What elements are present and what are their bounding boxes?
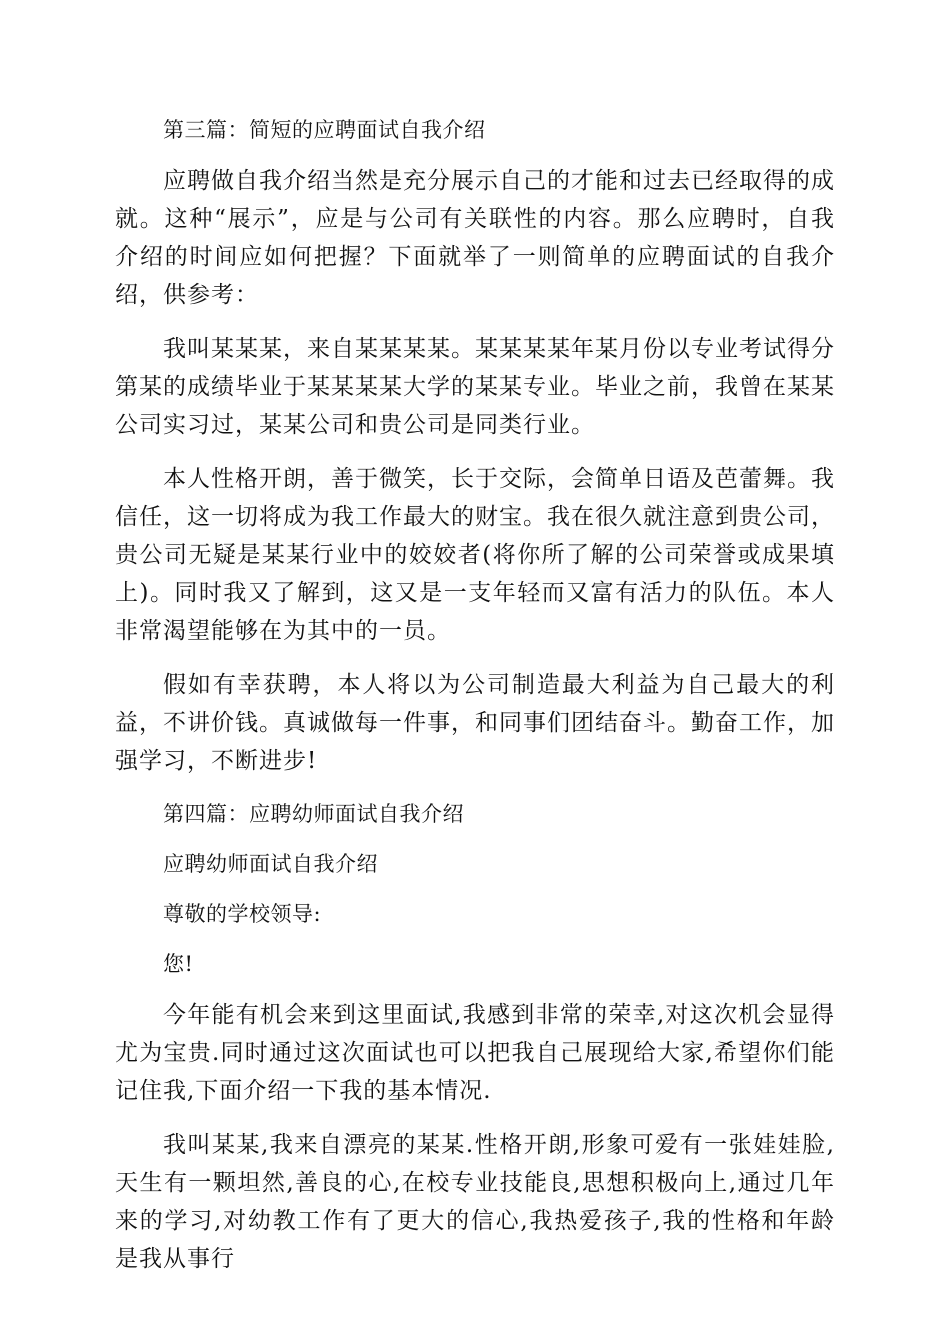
- greeting: 您!: [163, 952, 194, 976]
- section4-title: 第四篇：应聘幼师面试自我介绍: [163, 802, 464, 826]
- section3-paragraph-1: 应聘做自我介绍当然是充分展示自己的才能和过去已经取得的成就。这种“展示”，应是与公司有关联性的内容。那么应聘时，自我介绍的时间应如何把握？下面就举了一则简单的应聘面试的自我介绍，供参考：: [115, 168, 835, 308]
- salutation: 尊敬的学校领导:: [163, 902, 322, 926]
- section3-paragraph-3: 本人性格开朗，善于微笑，长于交际，会简单日语及芭蕾舞。我信任，这一切将成为我工作最大的财宝。我在很久就注意到贵公司，贵公司无疑是某某行业中的姣姣者(将你所了解的公司荣誉或成果填上)。同时我又了解到，这又是一支年轻而又富有活力的队伍。本人非常渴望能够在为其中的一员。: [115, 466, 835, 644]
- section3-paragraph-2: 我叫某某某，来自某某某某。某某某某年某月份以专业考试得分第某的成绩毕业于某某某某大学的某某专业。毕业之前，我曾在某某公司实习过，某某公司和贵公司是同类行业。: [115, 336, 835, 438]
- section4-paragraph-1: 今年能有机会来到这里面试,我感到非常的荣幸,对这次机会显得尤为宝贵.同时通过这次面试也可以把我自己展现给大家,希望你们能记住我,下面介绍一下我的基本情况.: [115, 1002, 835, 1104]
- section4-subtitle: 应聘幼师面试自我介绍: [163, 852, 378, 876]
- section3-paragraph-4: 假如有幸获聘，本人将以为公司制造最大利益为自己最大的利益，不讲价钱。真诚做每一件事，和同事们团结奋斗。勤奋工作，加强学习，不断进步!: [115, 672, 835, 774]
- section4-paragraph-2: 我叫某某,我来自漂亮的某某.性格开朗,形象可爱有一张娃娃脸,天生有一颗坦然,善良的心,在校专业技能良,思想积极向上,通过几年来的学习,对幼教工作有了更大的信心,我热爱孩子,我的性格和年龄是我从事行: [115, 1132, 835, 1272]
- document-page: [115, 112, 835, 1294]
- section3-title: 第三篇：简短的应聘面试自我介绍: [163, 118, 486, 142]
